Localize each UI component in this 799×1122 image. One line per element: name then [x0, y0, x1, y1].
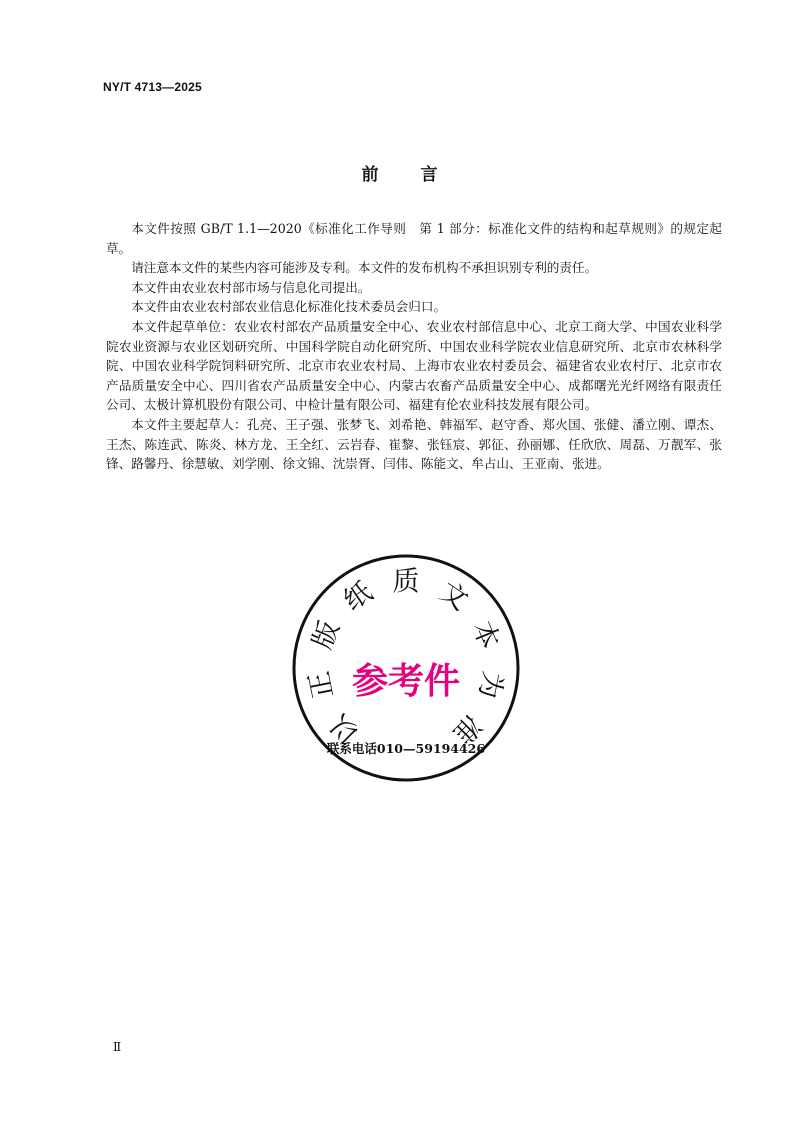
stamp-arc-char: 纸 — [338, 576, 379, 617]
paragraph: 本文件起草单位：农业农村部农产品质量安全中心、农业农村部信息中心、北京工商大学、中国农业科学院农业资源与农业区划研究所、中国科学院自动化研究所、中国农业科学院农业信息研究所、北京市农林科学院、中国农业科学院饲料研究所、北京市农业农村局、上海市农业农村委员会、福建省农业农村厅、北京市农产品质量安全中心、四川省农产品质量安全中心、内蒙古农畜产品质量安全中心、成都曙光光纤网络有限责任公司、太极计算机股份有限公司、中检计量有限公司、福建有伦农业科技发展有限公司。 — [106, 318, 722, 413]
stamp-arc-char: 版 — [307, 616, 346, 654]
stamp-arc-char: 质 — [392, 566, 420, 598]
stamp-arc-char: 准 — [446, 708, 488, 750]
paragraph: 请注意本文件的某些内容可能涉及专利。本文件的发布机构不承担识别专利的责任。 — [131, 260, 598, 276]
stamp-center-text: 参考件 — [351, 661, 461, 702]
stamp-arc-char: 以 — [324, 708, 366, 750]
stamp-arc-char: 正 — [303, 668, 340, 702]
page-number: Ⅱ — [113, 1040, 122, 1054]
page-title: 前言 — [361, 165, 480, 185]
stamp-arc-char: 为 — [472, 668, 509, 702]
stamp-contact-text: 联系电话010—59194426 — [326, 741, 486, 756]
stamp-graphic — [291, 553, 521, 783]
paragraph: 本文件由农业农村部农业信息化标准化技术委员会归口。 — [131, 299, 447, 315]
stamp-arc-text — [304, 567, 508, 750]
paragraph: 本文件按照 GB/T 1.1—2020《标准化工作导则 第 1 部分：标准化文件的结构和起草规则》的规定起草。 — [106, 221, 722, 256]
stamp-arc-char: 文 — [433, 576, 474, 617]
paragraph: 本文件主要起草人：孔亮、王子强、张梦飞、刘希艳、韩福军、赵守香、郑火国、张健、潘立刚、谭杰、王杰、陈连武、陈炎、林方龙、王全红、云岩春、崔黎、张钰宸、郭征、孙丽娜、任欣欣、周磊、万靓军、张锋、路馨丹、徐慧敏、刘学刚、徐文锦、沈崇胥、闫伟、陈能文、牟占山、王亚南、张进。 — [106, 416, 722, 472]
document-body — [106, 219, 722, 474]
reference-stamp — [291, 553, 521, 783]
standard-code: NY/T 4713—2025 — [103, 80, 202, 94]
paragraph: 本文件由农业农村部市场与信息化司提出。 — [131, 279, 371, 295]
stamp-arc-char: 本 — [466, 616, 505, 654]
